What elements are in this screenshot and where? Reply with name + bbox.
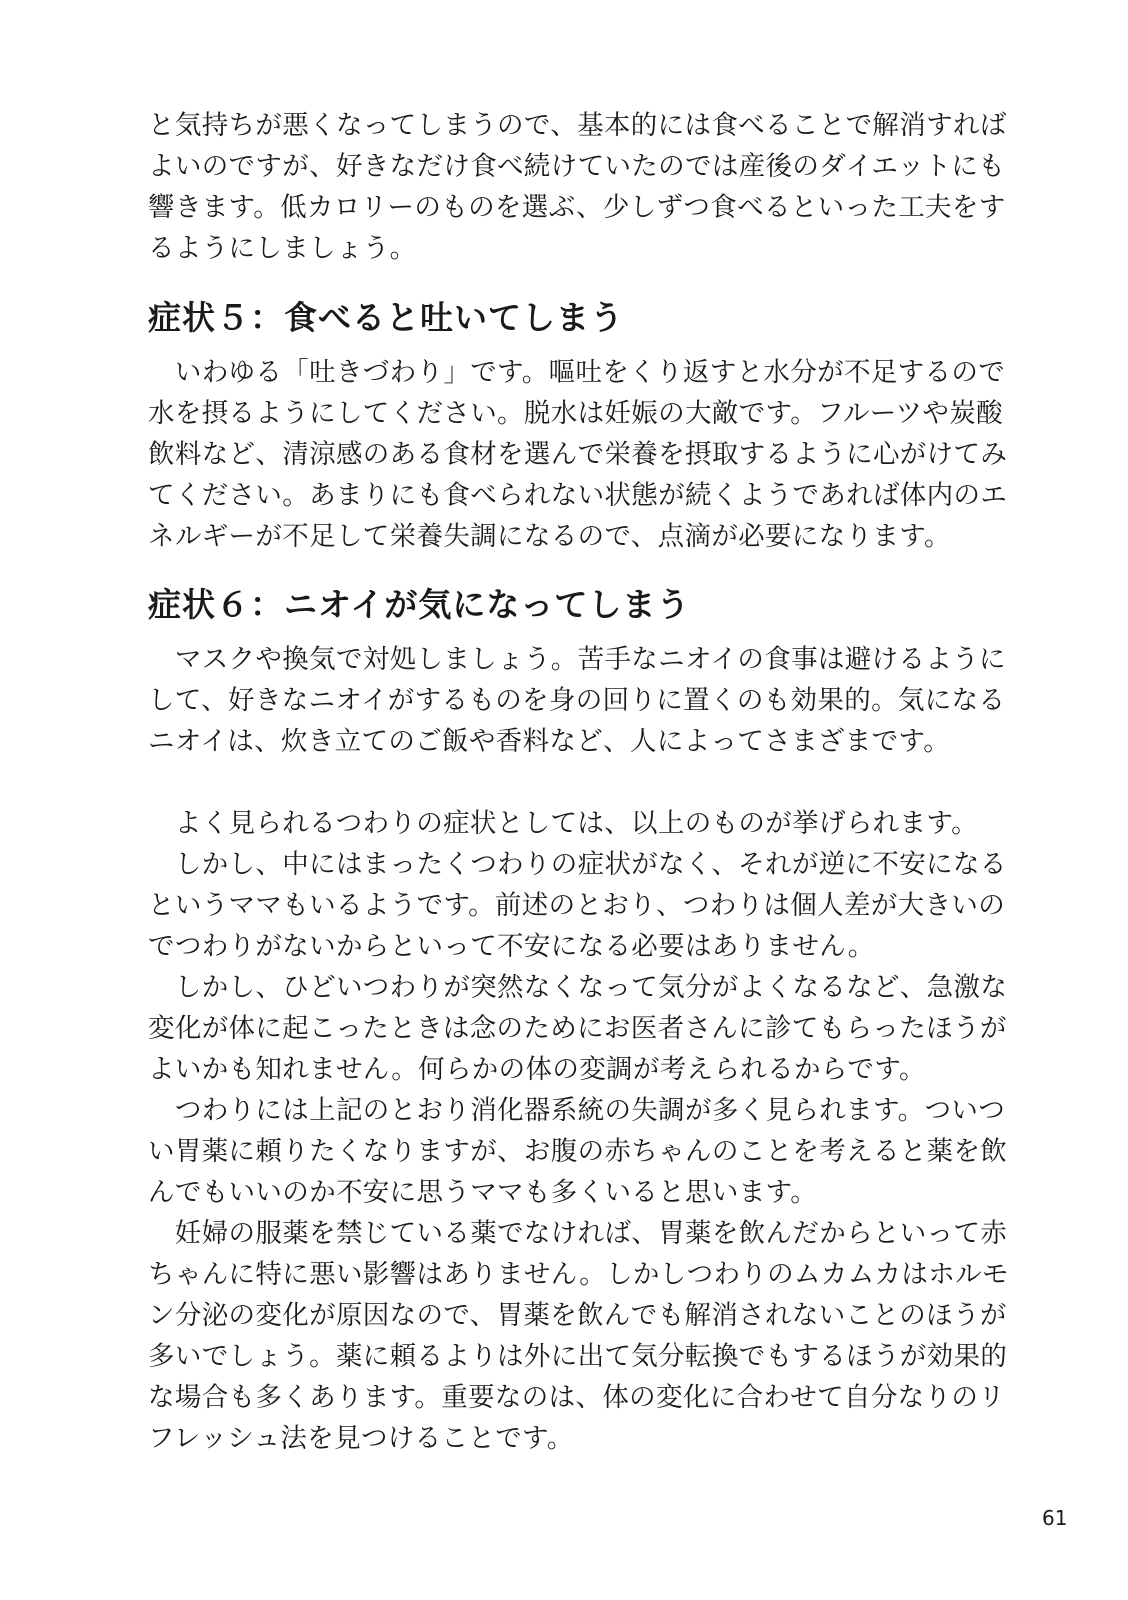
body-line: いわゆる「吐きづわり」です。嘔吐をくり返すと水分が不足するので [148, 357, 1006, 388]
body-line: マスクや換気で対処しましょう。苦手なニオイの食事は避けるように [148, 644, 1006, 675]
body-line: よく見られるつわりの症状としては、以上のものが挙げられます。 [148, 808, 978, 839]
body-line: 水を摂るようにしてください。脱水は妊娠の大敵です。フルーツや炭酸 [148, 398, 1003, 429]
body-line: 飲料など、清涼感のある食材を選んで栄養を摂取するように心がけてみ [148, 439, 1008, 470]
body-line: ちゃんに特に悪い影響はありません。しかしつわりのムカムカはホルモ [148, 1259, 1009, 1290]
page-number: 61 [1042, 1506, 1068, 1530]
section-6-heading: 症状６：ニオイが気になってしまう [148, 585, 691, 624]
body-line: よいのですが、好きなだけ食べ続けていたのでは産後のダイエットにも [148, 151, 1006, 182]
section-6-paragraph [148, 639, 1006, 762]
intro-paragraph [148, 105, 1007, 269]
body-line: てください。あまりにも食べられない状態が続くようであれば体内のエ [148, 480, 1008, 511]
body-line: ニオイは、炊き立てのご飯や香料など、人によってさまざまです。 [148, 726, 951, 757]
body-line: フレッシュ法を見つけることです。 [148, 1423, 574, 1454]
body-line: しかし、ひどいつわりが突然なくなって気分がよくなるなど、急激な [148, 972, 1008, 1003]
body-line: 多いでしょう。薬に頼るよりは外に出て気分転換でもするほうが効果的 [148, 1341, 1008, 1372]
body-line: して、好きなニオイがするものを身の回りに置くのも効果的。気になる [148, 685, 1006, 716]
body-line: い胃薬に頼りたくなりますが、お腹の赤ちゃんのことを考えると薬を飲 [148, 1136, 1008, 1167]
body-line: よいかも知れません。何らかの体の変調が考えられるからです。 [148, 1054, 926, 1085]
section-5-paragraph [148, 352, 1008, 557]
body-line: ン分泌の変化が原因なので、胃薬を飲んでも解消されないことのほうが [148, 1300, 1007, 1331]
section-5-heading: 症状５：食べると吐いてしまう [148, 298, 624, 337]
body-line: つわりには上記のとおり消化器系統の失調が多く見られます。ついつ [148, 1095, 1006, 1126]
body-line: るようにしましょう。 [148, 233, 417, 264]
body-line: でつわりがないからといって不安になる必要はありません。 [148, 931, 875, 962]
body-line: んでもいいのか不安に思うママも多くいると思います。 [148, 1177, 818, 1208]
body-line: な場合も多くあります。重要なのは、体の変化に合わせて自分なりのリ [148, 1382, 1006, 1413]
body-line: 響きます。低カロリーのものを選ぶ、少しずつ食べるといった工夫をす [148, 192, 1006, 223]
closing-paragraphs [148, 803, 1009, 1459]
body-line: というママもいるようです。前述のとおり、つわりは個人差が大きいの [148, 890, 1006, 921]
body-line: ネルギーが不足して栄養失調になるので、点滴が必要になります。 [148, 521, 951, 552]
body-line: しかし、中にはまったくつわりの症状がなく、それが逆に不安になる [148, 849, 1007, 880]
body-line: 変化が体に起こったときは念のためにお医者さんに診てもらったほうが [148, 1013, 1007, 1044]
body-line: と気持ちが悪くなってしまうので、基本的には食べることで解消すれば [148, 110, 1007, 141]
body-line: 妊婦の服薬を禁じている薬でなければ、胃薬を飲んだからといって赤 [148, 1218, 1008, 1249]
